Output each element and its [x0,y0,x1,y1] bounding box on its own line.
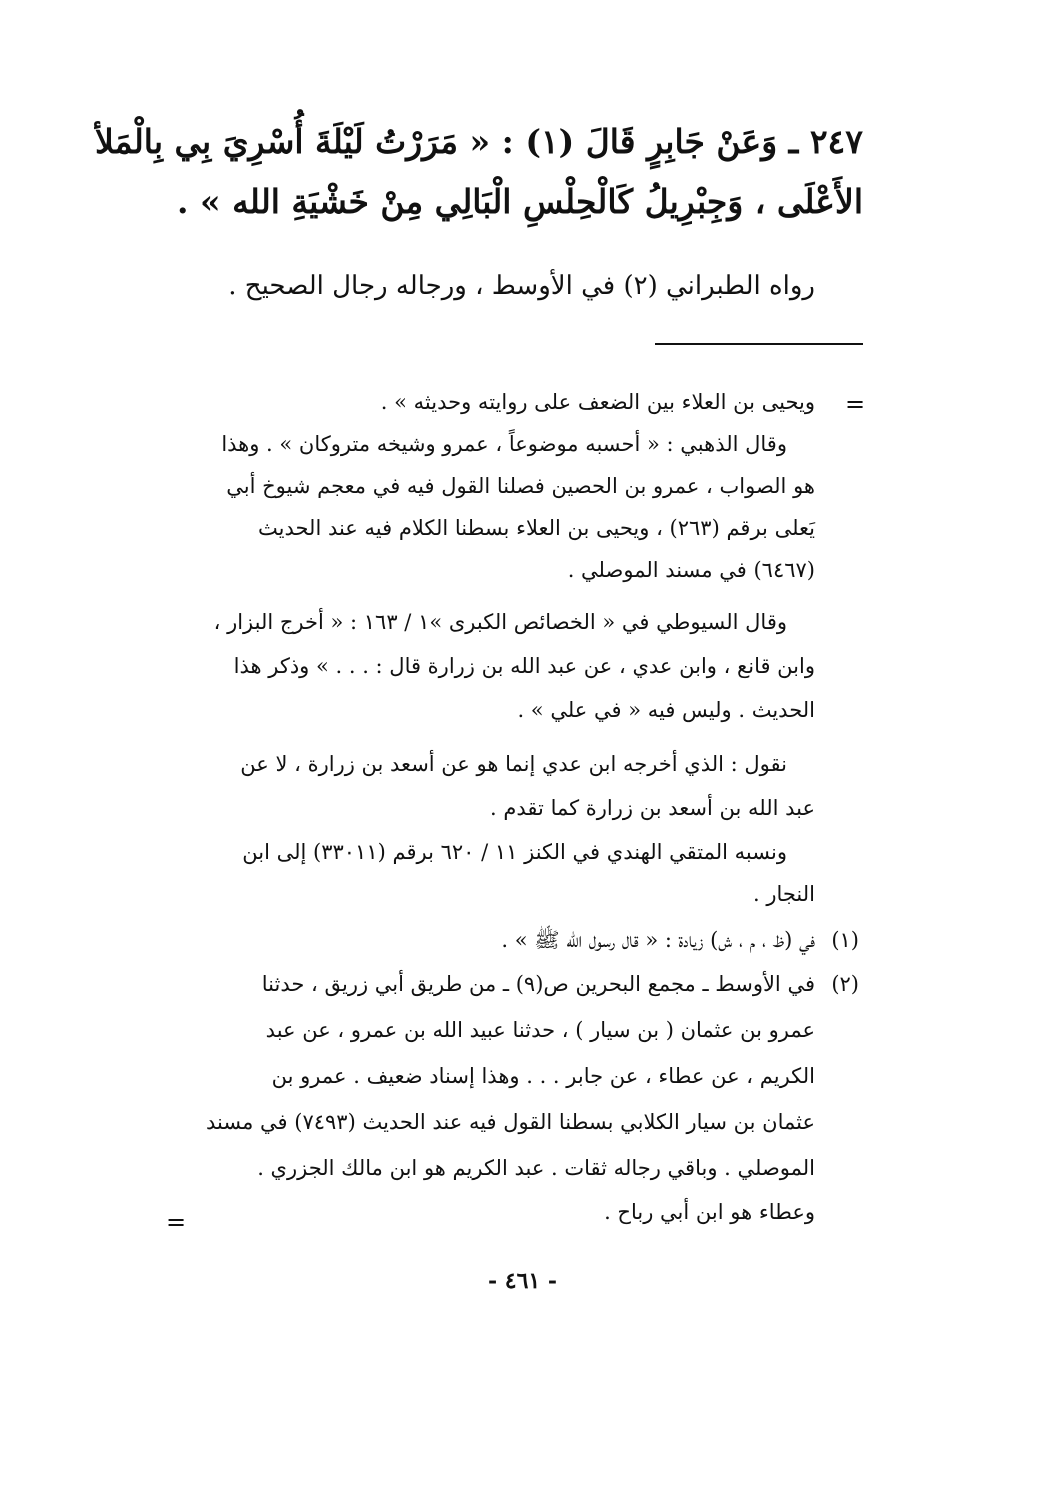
narration-line: رواه الطبراني (٢) في الأوسط ، ورجاله رجال الصحيح . [228,271,815,301]
footnote-continued-line-8: الحديث . وليس فيه « في علي » . [517,698,815,722]
footnote-1-line-1: في (ظ ، م ، ش) زيادة : « قال رسول الله ﷺ » . [501,928,815,952]
footnote-2-line-5: الموصلي . وباقي رجاله ثقات . عبد الكريم هو ابن مالك الجزري . [257,1156,815,1180]
page-number: - ٤٦١ - [487,1268,558,1294]
footnote-continued-line-6: وقال السيوطي في « الخصائص الكبرى »١ / ١٦٣ : « أخرج البزار ، [213,610,787,634]
footnote-2-line-1: في الأوسط ـ مجمع البحرين ص(٩) ـ من طريق أبي زريق ، حدثنا [261,972,815,996]
footnote-1-number: (١) [831,928,859,952]
footnote-2-number: (٢) [831,972,859,996]
footnote-continued-line-5: (٦٤٦٧) في مسند الموصلي . [567,558,815,582]
hadith-line-1: ٢٤٧ ـ وَعَنْ جَابِرٍ قَالَ (١) : « مَرَرْتُ لَيْلَةَ أُسْرِيَ بِي بِالْمَلأ [94,122,863,161]
footnote-continued-line-1: ويحيى بن العلاء بين الضعف على روايته وحديثه » . [380,390,815,414]
footnote-continued-line-7: وابن قانع ، وابن عدي ، عن عبد الله بن زرارة قال : . . . » وذكر هذا [233,654,815,678]
continuation-mark-bottom: = [166,1208,187,1236]
footnote-continued-line-10: عبد الله بن أسعد بن زرارة كما تقدم . [490,796,815,820]
footnote-continued-line-3: هو الصواب ، عمرو بن الحصين فصلنا القول فيه في معجم شيوخ أبي [226,474,815,498]
footnote-2-line-2: عمرو بن عثمان ( بن سيار ) ، حدثنا عبيد الله بن عمرو ، عن عبد [265,1018,815,1042]
footnote-continued-line-4: يَعلى برقم (٢٦٣) ، ويحيى بن العلاء بسطنا الكلام فيه عند الحديث [258,516,815,540]
continuation-mark-top: = [845,390,866,418]
hadith-line-2: الأَعْلَى ، وَجِبْرِيلُ كَالْحِلْسِ الْبَالِي مِنْ خَشْيَةِ الله » . [177,182,863,221]
footnote-2-line-3: الكريم ، عن عطاء ، عن جابر . . . وهذا إسناد ضعيف . عمرو بن [271,1064,815,1088]
hadith-text [94,112,863,232]
footnote-separator [655,343,863,345]
footnote-2-line-6: وعطاء هو ابن أبي رباح . [604,1200,815,1224]
footnote-continued-line-9: نقول : الذي أخرجه ابن عدي إنما هو عن أسعد بن زرارة ، لا عن [240,752,787,776]
footnote-continued-line-11: ونسبه المتقي الهندي في الكنز ١١ / ٦٢٠ برقم (٣٣٠١١) إلى ابن [242,840,787,864]
footnote-2-line-4: عثمان بن سيار الكلابي بسطنا القول فيه عند الحديث (٧٤٩٣) في مسند [206,1110,815,1134]
footnote-continued-line-12: النجار . [752,882,815,906]
footnote-continued-line-2: وقال الذهبي : « أحسبه موضوعاً ، عمرو وشيخه متروكان » . وهذا [221,432,787,456]
